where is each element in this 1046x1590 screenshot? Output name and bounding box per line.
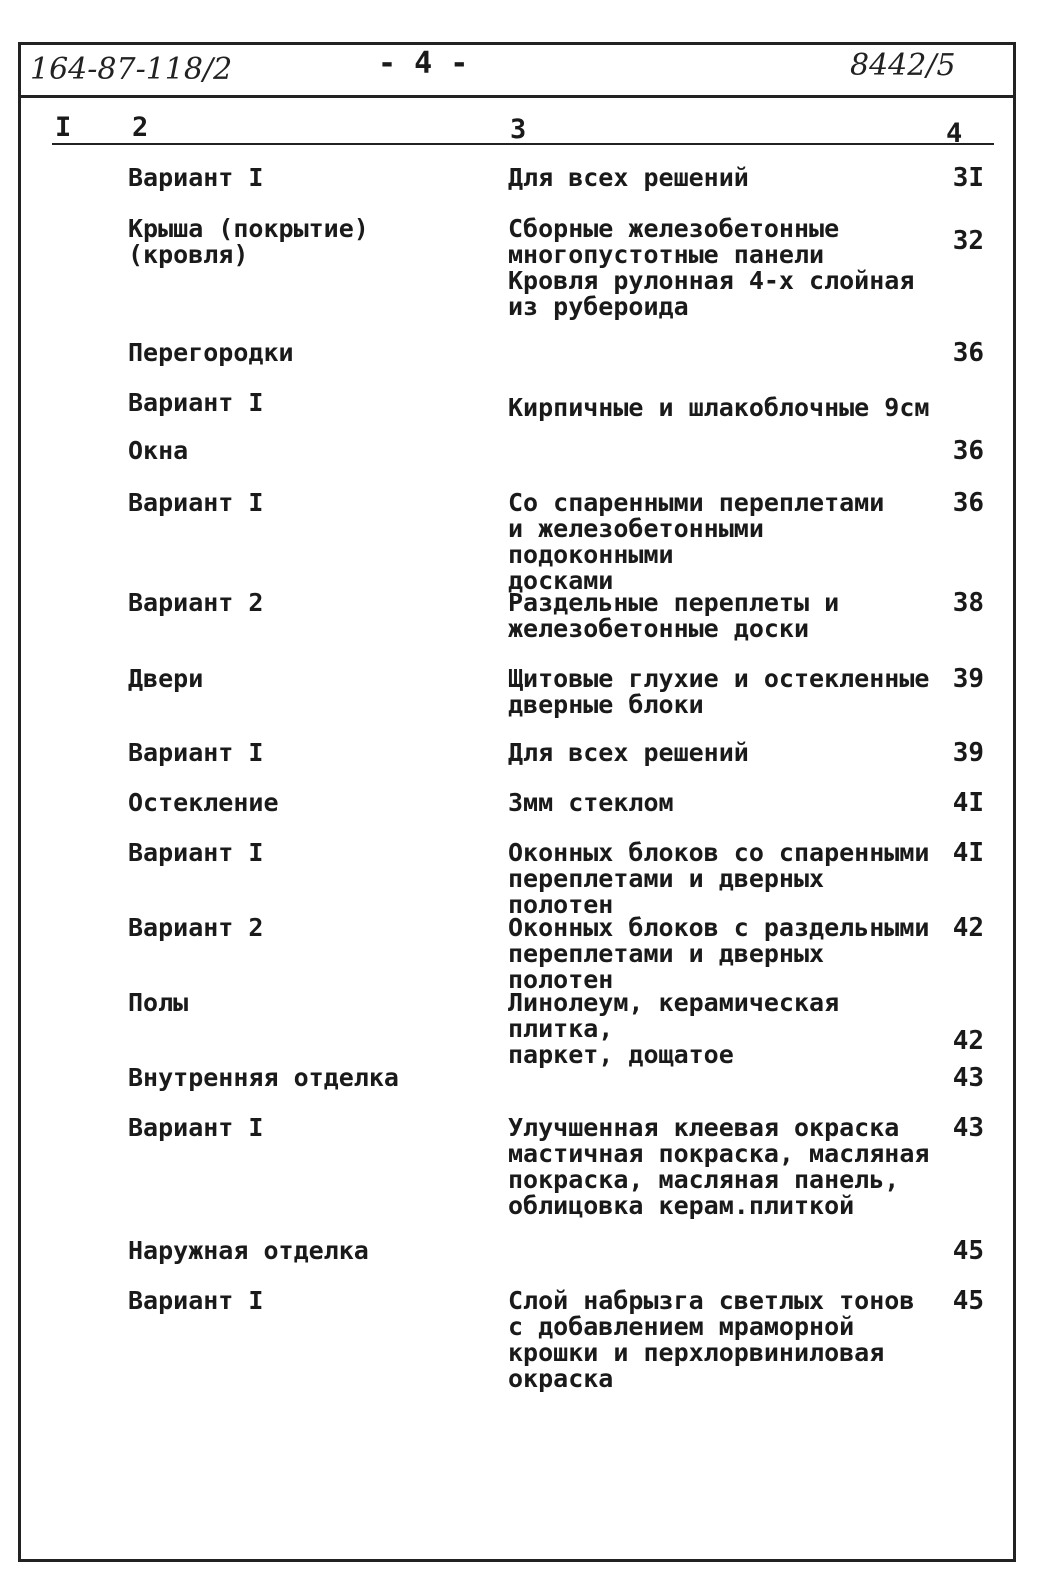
row-item: Окна bbox=[128, 436, 189, 465]
document-code: 164-87-118/2 bbox=[30, 52, 233, 87]
row-page: 45 bbox=[952, 1236, 984, 1266]
row-description: Кирпичные и шлакоблочные 9см bbox=[508, 393, 930, 422]
row-item: Наружная отделка bbox=[128, 1236, 369, 1265]
row-description: Сборные железобетонные многопустотные панели Кровля рулонная 4-х слойная из рубероида bbox=[508, 214, 915, 321]
column-header-3: 3 bbox=[510, 114, 527, 145]
row-description: Слой набрызга светлых тонов с добавлением мраморной крошки и перхлорвиниловая окраска bbox=[508, 1286, 915, 1393]
row-page: 43 bbox=[952, 1063, 984, 1093]
row-description: Оконных блоков со спаренными переплетами и дверных полотен bbox=[508, 838, 930, 919]
row-description: Со спаренными переплетами и железобетонными подоконными досками bbox=[508, 488, 885, 595]
column-header-4: 4 bbox=[946, 118, 963, 149]
row-description: Для всех решений bbox=[508, 738, 749, 767]
column-header-divider bbox=[52, 143, 994, 145]
row-item: Вариант I bbox=[128, 838, 264, 867]
page-number: - 4 - bbox=[378, 46, 469, 81]
row-description: 3мм стеклом bbox=[508, 788, 674, 817]
row-page: 36 bbox=[952, 436, 984, 466]
row-description: Раздельные переплеты и железобетонные доски bbox=[508, 588, 840, 643]
row-page: 43 bbox=[952, 1113, 984, 1143]
header-divider bbox=[18, 95, 1016, 98]
row-item: Перегородки bbox=[128, 338, 294, 367]
row-page: 45 bbox=[952, 1286, 984, 1316]
row-page: 4I bbox=[952, 838, 984, 868]
row-page: 3I bbox=[952, 163, 984, 193]
row-item: Двери bbox=[128, 664, 204, 693]
row-item: Вариант I bbox=[128, 163, 264, 192]
row-page: 36 bbox=[952, 338, 984, 368]
row-page: 42 bbox=[952, 913, 984, 943]
row-description: Щитовые глухие и остекленные дверные блоки bbox=[508, 664, 930, 719]
row-page: 36 bbox=[952, 488, 984, 518]
row-page: 38 bbox=[952, 588, 984, 618]
row-description: Оконных блоков с раздельными переплетами и дверных полотен bbox=[508, 913, 930, 994]
row-item: Полы bbox=[128, 988, 189, 1017]
row-item: Вариант I bbox=[128, 488, 264, 517]
row-description: Для всех решений bbox=[508, 163, 749, 192]
row-item: Вариант I bbox=[128, 1286, 264, 1315]
row-page: 4I bbox=[952, 788, 984, 818]
row-item: Внутренняя отделка bbox=[128, 1063, 399, 1092]
row-page: 39 bbox=[952, 664, 984, 694]
row-page: 32 bbox=[952, 226, 984, 256]
row-item: Вариант 2 bbox=[128, 588, 264, 617]
row-description: Линолеум, керамическая плитка, паркет, дощатое bbox=[508, 988, 840, 1069]
row-page: 39 bbox=[952, 738, 984, 768]
column-header-2: 2 bbox=[132, 112, 149, 143]
row-item: Вариант I bbox=[128, 738, 264, 767]
row-page: 42 bbox=[952, 1026, 984, 1056]
row-item: Вариант 2 bbox=[128, 913, 264, 942]
sheet-number: 8442/5 bbox=[850, 48, 956, 83]
row-item: Крыша (покрытие) (кровля) bbox=[128, 214, 369, 269]
row-description: Улучшенная клеевая окраска мастичная покраска, масляная покраска, масляная панель, облицовка керам.плиткой bbox=[508, 1113, 930, 1220]
row-item: Остекление bbox=[128, 788, 279, 817]
row-item: Вариант I bbox=[128, 1113, 264, 1142]
column-header-1: I bbox=[55, 112, 72, 143]
row-item: Вариант I bbox=[128, 388, 264, 417]
